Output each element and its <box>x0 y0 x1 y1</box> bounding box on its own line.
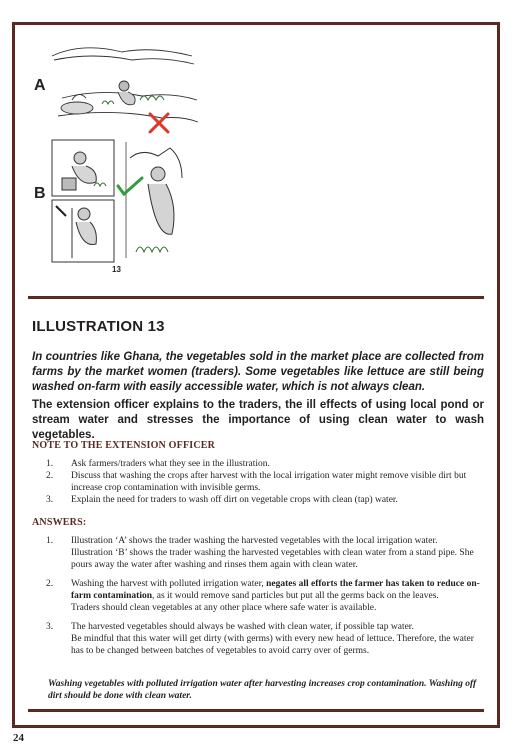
answer-3-line-2: Be mindful that this water will get dirty (with germs) with every new head of lettuce. Therefore, the water has to be changed between batches of vegetables to avoid carry over of germs. <box>71 634 474 656</box>
list-number: 1. <box>46 536 54 546</box>
answer-2-text-bold: negates all efforts the farmer has taken to reduce on-farm contamination <box>71 579 480 601</box>
check-icon <box>118 178 142 194</box>
extension-officer-paragraph: The extension officer explains to the traders, the ill effects of using local pond or stream water and stresses the importance of using clean water to wash vegetables. <box>32 399 484 441</box>
answer-1-line-1: Illustration ‘A’ shows the trader washing the harvested vegetables with the local irrigation water. <box>71 536 438 546</box>
panel-b-scene <box>52 140 182 262</box>
panel-a-scene <box>52 48 198 122</box>
answer-2-line-1 <box>71 578 486 602</box>
list-number: 2. <box>46 579 54 589</box>
list-item <box>46 458 486 470</box>
list-text: Explain the need for traders to wash off dirt on vegetable crops with clean (tap) water. <box>71 495 398 505</box>
illustration-label-a: A <box>34 77 46 94</box>
list-item <box>46 578 486 614</box>
answer-1-line-2: Illustration ‘B’ shows the trader washing the harvested vegetables with clean water from a stand pipe. She pours away the water after washing and rinses them again with clean water. <box>71 548 474 570</box>
illustration-13 <box>32 38 202 276</box>
list-text: Ask farmers/traders what they see in the illustration. <box>71 459 270 469</box>
list-number: 3. <box>46 622 54 632</box>
divider-bottom <box>28 709 484 712</box>
closing-statement: Washing vegetables with polluted irrigation water after harvesting increases crop contamination. Washing off dirt should be done with clean water. <box>48 679 477 701</box>
list-item <box>46 470 486 494</box>
answer-2-text-before: Washing the harvest with polluted irrigation water, <box>71 579 267 589</box>
list-item <box>46 535 486 571</box>
intro-paragraph: In countries like Ghana, the vegetables sold in the market place are collected from farms by the market women (traders). Some vegetables like lettuce are still being washed on-farm with easily accessible water, which is not always clean. <box>32 351 484 393</box>
answers-heading: ANSWERS: <box>32 517 87 528</box>
list-number: 1. <box>46 459 54 469</box>
divider-top <box>28 296 484 299</box>
list-number: 2. <box>46 471 54 481</box>
illustration-label-b: B <box>34 185 46 202</box>
note-heading: NOTE TO THE EXTENSION OFFICER <box>32 440 216 451</box>
page-number: 24 <box>13 732 24 744</box>
answer-2-line-2: Traders should clean vegetables at any other place where safe water is available. <box>71 603 377 613</box>
list-text <box>71 621 486 657</box>
note-list <box>46 458 486 506</box>
list-item <box>46 494 486 506</box>
list-text: Discuss that washing the crops after harvest with the local irrigation water might remove visible dirt but increase crop contamination with invisible germs. <box>71 471 467 493</box>
answer-2-text-after: , as it would remove sand particles but put all the germs back on the leaves. <box>152 591 439 601</box>
list-text <box>71 578 486 614</box>
cross-icon <box>150 114 168 132</box>
answer-3-line-1: The harvested vegetables should always be washed with clean water, if possible tap water. <box>71 622 414 632</box>
answers-list <box>46 535 486 664</box>
list-item <box>46 621 486 657</box>
illustration-caption-number: 13 <box>112 265 121 274</box>
page-title: ILLUSTRATION 13 <box>32 318 165 335</box>
list-number: 3. <box>46 495 54 505</box>
list-text <box>71 535 486 571</box>
